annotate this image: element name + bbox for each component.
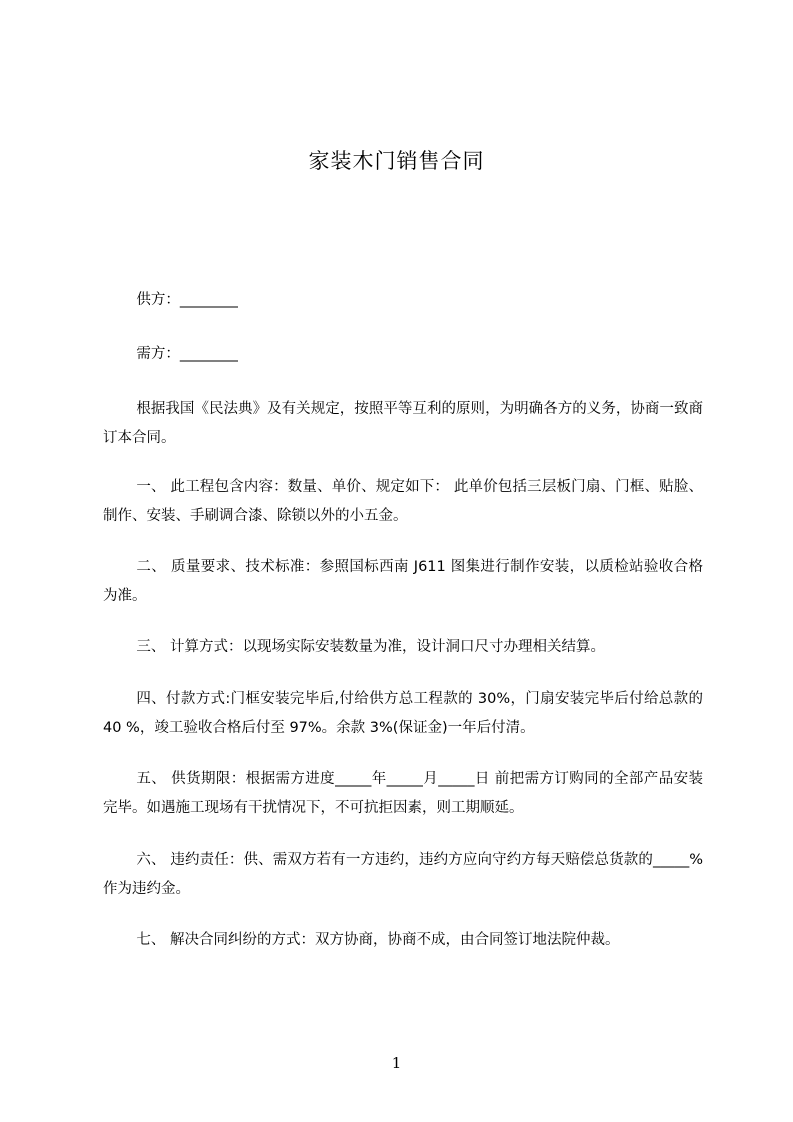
clause-3: 三、 计算方式：以现场实际安装数量为准，设计洞口尺寸办理相关结算。 [136, 639, 605, 655]
supplier-line: 供方：________ [136, 292, 238, 308]
document-title: 家装木门销售合同 [308, 149, 485, 173]
clause-4: 四、付款方式:门框安装完毕后,付给供方总工程款的 30%，门扇安装完毕后付给总款的 40 %，竣工验收合格后付至 97%。余款 3%(保证金)一年后付清。 [103, 691, 703, 736]
buyer-line: 需方：________ [136, 346, 238, 362]
clause-6: 六、 违约责任：供、需双方若有一方违约，违约方应向守约方每天赔偿总货款的_____% 作为违约金。 [103, 852, 703, 897]
page-number: 1 [391, 1054, 402, 1072]
clause-2: 二、 质量要求、技术标准：参照国标西南 J611 图集进行制作安装，以质检站验收合格为准。 [103, 559, 703, 604]
clause-7: 七、 解决合同纠纷的方式：双方协商，协商不成，由合同签订地法院仲裁。 [136, 932, 620, 948]
intro-paragraph: 根据我国《民法典》及有关规定，按照平等互利的原则，为明确各方的义务，协商一致商订本合同。 [103, 401, 703, 446]
clause-5: 五、 供货期限：根据需方进度_____年_____月_____日 前把需方订购同的全部产品安装完毕。如遇施工现场有干扰情况下，不可抗拒因素，则工期顺延。 [103, 771, 703, 816]
clause-1: 一、 此工程包含内容：数量、单价、规定如下： 此单价包括三层板门扇、门框、贴脸、制作、安装、手刷调合漆、除锁以外的小五金。 [103, 479, 703, 524]
